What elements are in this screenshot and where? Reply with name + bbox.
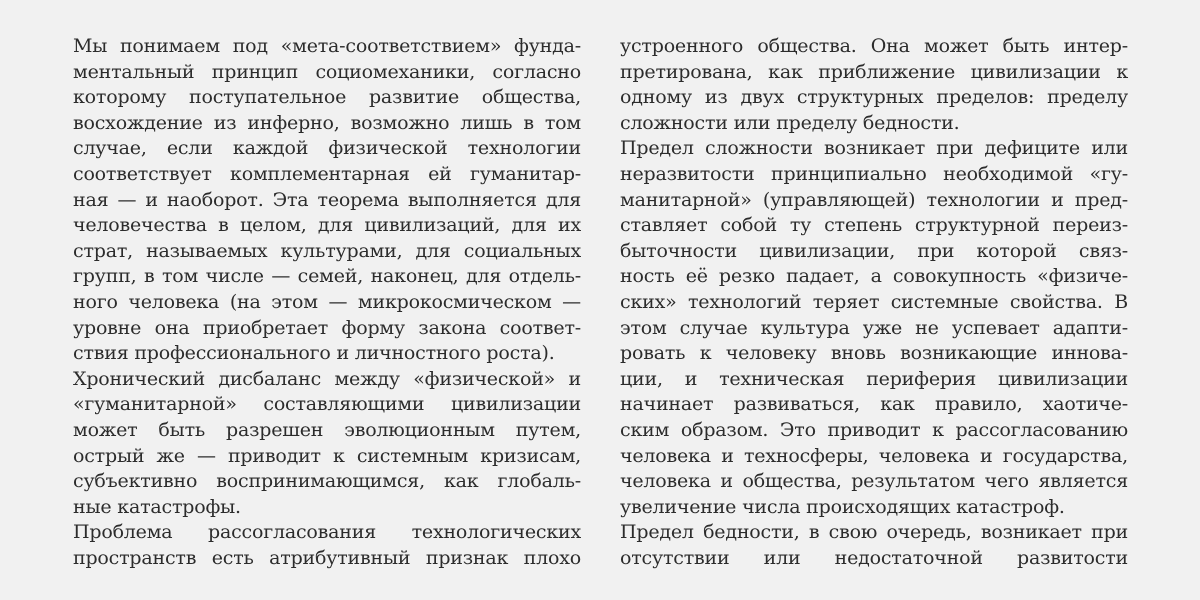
text-line: острый же — приводит к системным кризисам, <box>73 444 581 467</box>
text-line: страт, называемых культурами, для социальных <box>73 239 581 262</box>
text-line: сложности или пределу бедности. <box>620 111 960 134</box>
text-line: ствия профессионального и личностного роста). <box>73 342 555 365</box>
text-line: манитарной» (управляющей) технологии и пред- <box>620 188 1128 211</box>
text-line: ментальный принцип социомеханики, согласно <box>73 60 581 83</box>
text-line: ции, и техническая периферия цивилизации <box>620 367 1128 390</box>
text-line: неразвитости принципиально необходимой «гу- <box>620 162 1128 185</box>
text-line: Хронический дисбаланс между «физической» и <box>73 367 581 390</box>
text-line: быточности цивилизации, при которой связ- <box>620 239 1128 262</box>
text-line: ставляет собой ту степень структурной переиз- <box>620 214 1128 237</box>
text-line: Предел бедности, в свою очередь, возникает при <box>620 521 1128 544</box>
text-line: отсутствии или недостаточной развитости <box>620 546 1128 569</box>
text-line: претирована, как приближение цивилизации к <box>620 60 1128 83</box>
text-column-left <box>73 34 581 571</box>
text-line: соответствует комплементарная ей гуманитар- <box>73 162 581 185</box>
text-line: начинает развиваться, как правило, хаотиче- <box>620 393 1128 416</box>
text-line: которому поступательное развитие общества, <box>73 86 581 109</box>
text-line: ная — и наоборот. Эта теорема выполняется для <box>73 188 581 211</box>
text-line: восхождение из инферно, возможно лишь в том <box>73 111 581 134</box>
text-line: Предел сложности возникает при дефиците или <box>620 137 1128 160</box>
text-line: может быть разрешен эволюционным путем, <box>73 418 581 441</box>
text-line: «гуманитарной» составляющими цивилизации <box>73 393 581 416</box>
text-line: человечества в целом, для цивилизаций, для их <box>73 214 581 237</box>
text-line: ного человека (на этом — микрокосмическом — <box>73 290 581 313</box>
text-line: одному из двух структурных пределов: пределу <box>620 86 1128 109</box>
text-line: человека и техносферы, человека и государства, <box>620 444 1128 467</box>
text-line: ровать к человеку вновь возникающие иннова- <box>620 342 1128 365</box>
text-line: ским образом. Это приводит к рассогласованию <box>620 418 1128 441</box>
text-line: Проблема рассогласования технологических <box>73 521 581 544</box>
text-line: человека и общества, результатом чего является <box>620 470 1128 493</box>
text-line: субъективно воспринимающимся, как глобаль- <box>73 470 581 493</box>
text-line: пространств есть атрибутивный признак плохо <box>73 546 581 569</box>
text-line: ность её резко падает, а совокупность «физиче- <box>620 265 1128 288</box>
text-line: уровне она приобретает форму закона соответ- <box>73 316 581 339</box>
text-line: устроенного общества. Она может быть интер- <box>620 35 1128 57</box>
text-line: Мы понимаем под «мета-соответствием» фунда- <box>73 35 581 57</box>
text-line: увеличение числа происходящих катастроф. <box>620 495 1065 518</box>
text-column-right <box>620 34 1128 571</box>
text-line: этом случае культура уже не успевает адапти- <box>620 316 1128 339</box>
text-line: случае, если каждой физической технологии <box>73 137 581 160</box>
text-line: ских» технологий теряет системные свойства. В <box>620 290 1128 313</box>
text-line: ные катастрофы. <box>73 495 241 518</box>
text-line: групп, в том числе — семей, наконец, для отдель- <box>73 265 581 288</box>
